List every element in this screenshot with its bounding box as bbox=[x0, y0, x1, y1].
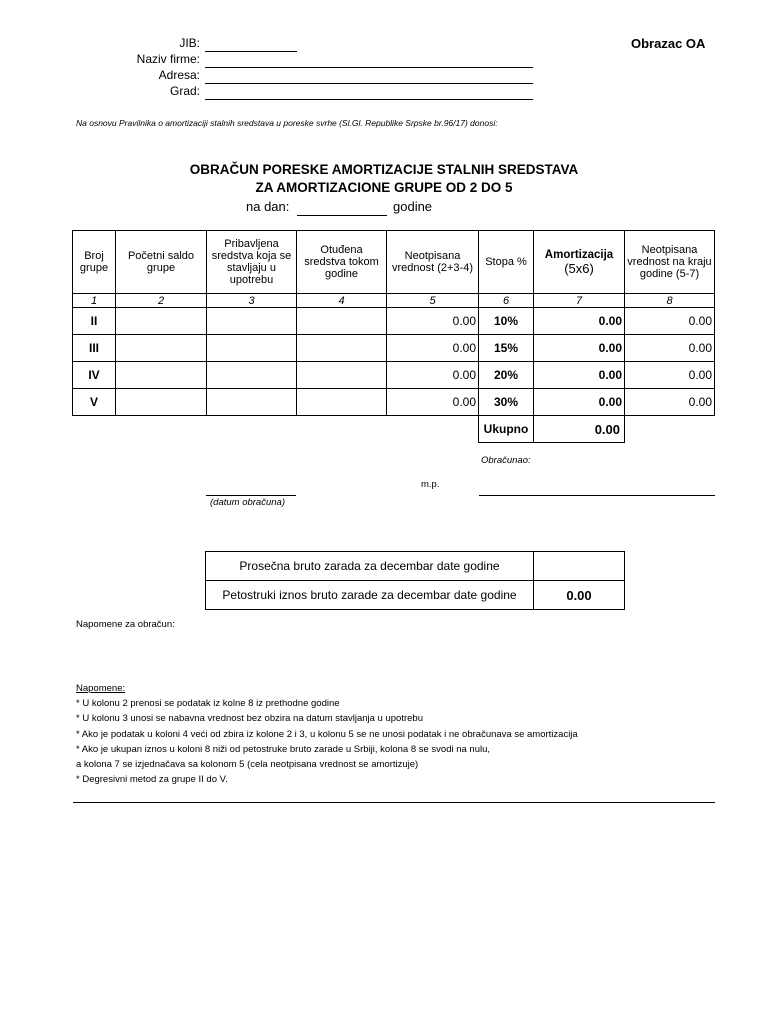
acquired-cell[interactable] bbox=[207, 308, 297, 335]
date-field[interactable] bbox=[297, 215, 387, 216]
closing-cell: 0.00 bbox=[625, 362, 715, 389]
col-header-closing: Neotpisana vrednost na kraju godine (5-7) bbox=[625, 231, 715, 294]
unwritten-cell: 0.00 bbox=[387, 389, 479, 416]
disposed-cell[interactable] bbox=[297, 308, 387, 335]
col-number: 4 bbox=[297, 294, 387, 308]
total-row bbox=[73, 416, 715, 443]
col-number: 7 bbox=[534, 294, 625, 308]
unwritten-cell: 0.00 bbox=[387, 308, 479, 335]
table-row bbox=[73, 335, 715, 362]
table-row bbox=[73, 389, 715, 416]
amortization-cell: 0.00 bbox=[534, 335, 625, 362]
address-label: Adresa: bbox=[158, 68, 200, 82]
wage-row-average bbox=[206, 552, 625, 581]
calculation-date-caption: (datum obračuna) bbox=[210, 497, 285, 508]
closing-cell: 0.00 bbox=[625, 389, 715, 416]
header-row bbox=[73, 231, 715, 294]
unwritten-cell: 0.00 bbox=[387, 335, 479, 362]
group-cell: II bbox=[73, 308, 116, 335]
acquired-cell[interactable] bbox=[207, 362, 297, 389]
group-cell: IV bbox=[73, 362, 116, 389]
address-field[interactable] bbox=[205, 83, 533, 84]
column-number-row bbox=[73, 294, 715, 308]
footer-divider bbox=[73, 802, 715, 803]
col-number: 8 bbox=[625, 294, 715, 308]
disposed-cell[interactable] bbox=[297, 389, 387, 416]
date-suffix: godine bbox=[393, 199, 433, 214]
firm-name-label: Naziv firme: bbox=[136, 52, 200, 66]
col-header-disposed: Otuđena sredstva tokom godine bbox=[297, 231, 387, 294]
group-cell: V bbox=[73, 389, 116, 416]
table-row bbox=[73, 308, 715, 335]
col-header-rate: Stopa % bbox=[479, 231, 534, 294]
amortization-cell: 0.00 bbox=[534, 362, 625, 389]
amortization-cell: 0.00 bbox=[534, 308, 625, 335]
total-value: 0.00 bbox=[534, 416, 625, 443]
rate-cell: 30% bbox=[479, 389, 534, 416]
disposed-cell[interactable] bbox=[297, 362, 387, 389]
col-number: 6 bbox=[479, 294, 534, 308]
note-line: * Degresivni metod za grupe II do V. bbox=[76, 774, 228, 786]
wage-table bbox=[205, 551, 625, 610]
calculated-by-signature-line[interactable] bbox=[479, 495, 715, 496]
stamp-label: m.p. bbox=[421, 479, 440, 490]
wage-row-fivefold bbox=[206, 581, 625, 610]
average-wage-label: Prosečna bruto zarada za decembar date godine bbox=[206, 552, 534, 581]
city-field[interactable] bbox=[205, 99, 533, 100]
firm-name-field[interactable] bbox=[205, 67, 533, 68]
amortization-table bbox=[72, 230, 715, 443]
legal-basis: Na osnovu Pravilnika o amortizaciji stalnih sredstava u poreske svrhe (Sl.Gl. Republike Srpske br.96/17) donosi: bbox=[76, 118, 498, 128]
table-row bbox=[73, 362, 715, 389]
unwritten-cell: 0.00 bbox=[387, 362, 479, 389]
closing-cell: 0.00 bbox=[625, 308, 715, 335]
total-label: Ukupno bbox=[479, 416, 534, 443]
note-line: a kolona 7 se izjednačava sa kolonom 5 (cela neotpisana vrednost se amortizuje) bbox=[76, 759, 419, 771]
col-header-group: Broj grupe bbox=[73, 231, 116, 294]
document-title-line2: ZA AMORTIZACIONE GRUPE OD 2 DO 5 bbox=[255, 180, 513, 195]
col-header-opening: Početni saldo grupe bbox=[116, 231, 207, 294]
notes-heading: Napomene: bbox=[76, 683, 126, 694]
fivefold-wage-value: 0.00 bbox=[534, 581, 625, 610]
col-header-amortization bbox=[534, 231, 625, 294]
col-number: 2 bbox=[116, 294, 207, 308]
amortization-cell: 0.00 bbox=[534, 389, 625, 416]
amortization-formula: (5x6) bbox=[564, 261, 594, 276]
average-wage-value[interactable] bbox=[534, 552, 625, 581]
form-id: Obrazac OA bbox=[631, 36, 706, 51]
col-number: 3 bbox=[207, 294, 297, 308]
fivefold-wage-label: Petostruki iznos bruto zarade za decembar date godine bbox=[206, 581, 534, 610]
amortization-title: Amortizacija bbox=[544, 249, 614, 261]
rate-cell: 10% bbox=[479, 308, 534, 335]
acquired-cell[interactable] bbox=[207, 335, 297, 362]
opening-cell[interactable] bbox=[116, 389, 207, 416]
rate-cell: 15% bbox=[479, 335, 534, 362]
opening-cell[interactable] bbox=[116, 335, 207, 362]
calculated-by-label: Obračunao: bbox=[481, 455, 531, 466]
col-number: 1 bbox=[73, 294, 116, 308]
calculation-date-line[interactable] bbox=[206, 495, 296, 496]
opening-cell[interactable] bbox=[116, 362, 207, 389]
closing-cell: 0.00 bbox=[625, 335, 715, 362]
acquired-cell[interactable] bbox=[207, 389, 297, 416]
col-header-acquired: Pribavljena sredstva koja se stavljaju u upotrebu bbox=[207, 231, 297, 294]
group-cell: III bbox=[73, 335, 116, 362]
note-line: * U kolonu 3 unosi se nabavna vrednost bez obzira na datum stavljanja u upotrebu bbox=[76, 713, 423, 725]
remarks-label: Napomene za obračun: bbox=[76, 619, 175, 630]
notes-block bbox=[76, 681, 578, 787]
date-prefix: na dan: bbox=[246, 199, 290, 214]
note-line: * U kolonu 2 prenosi se podatak iz kolne 8 iz prethodne godine bbox=[76, 698, 340, 710]
city-label: Grad: bbox=[169, 84, 200, 98]
document-title-line1: OBRAČUN PORESKE AMORTIZACIJE STALNIH SREDSTAVA bbox=[189, 162, 579, 177]
opening-cell[interactable] bbox=[116, 308, 207, 335]
note-line: * Ako je ukupan iznos u koloni 8 niži od petostruke bruto zarade u Srbiji, kolona 8 se svodi na nulu, bbox=[76, 743, 491, 755]
note-line: * Ako je podatak u koloni 4 veći od zbira iz kolone 2 i 3, u kolonu 5 se ne unosi podatak i ne obračunava se amortizacija bbox=[76, 728, 578, 740]
col-number: 5 bbox=[387, 294, 479, 308]
disposed-cell[interactable] bbox=[297, 335, 387, 362]
jib-field[interactable] bbox=[205, 51, 297, 52]
rate-cell: 20% bbox=[479, 362, 534, 389]
col-header-unwritten: Neotpisana vrednost (2+3-4) bbox=[387, 231, 479, 294]
jib-label: JIB: bbox=[179, 36, 200, 50]
